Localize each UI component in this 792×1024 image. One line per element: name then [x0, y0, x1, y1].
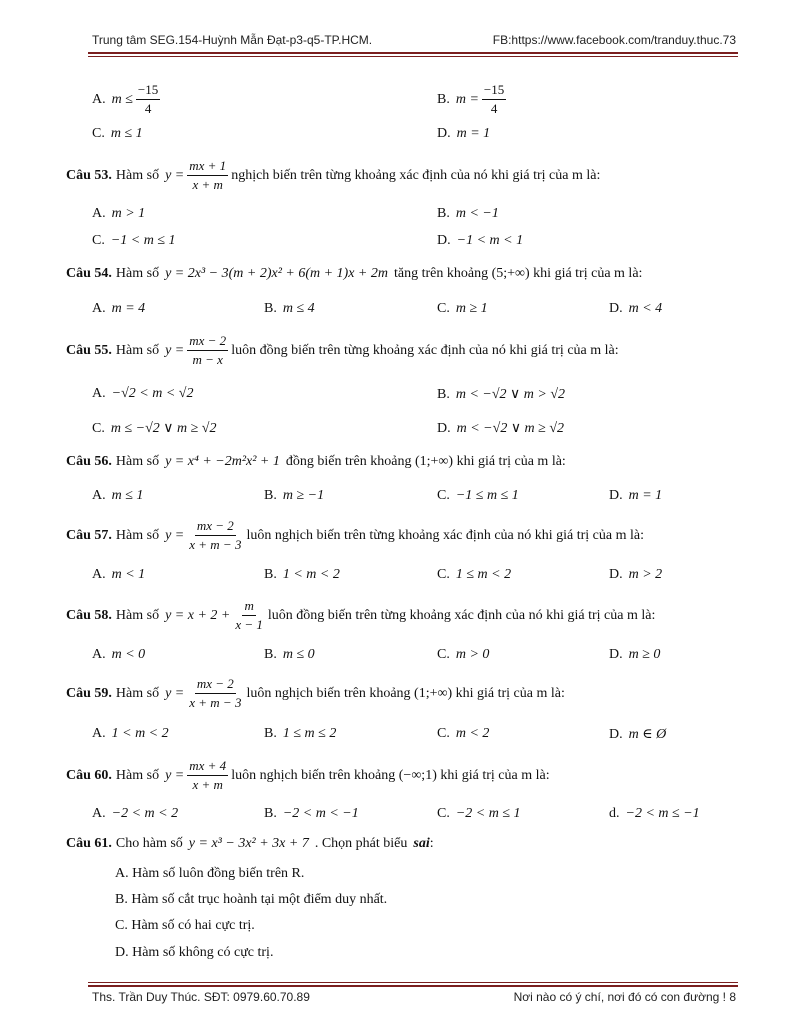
- header-rule-thin: [88, 56, 738, 57]
- q61-statement-b: B. Hàm số cắt trục hoành tại một điểm duy nhất.: [115, 892, 388, 907]
- question-58: Câu 58. Hàm số y = x + 2 + $\frac{m}{x - 1}$ luôn đồng biến trên từng khoảng xác định của nó khi giá trị của m là:: [66, 598, 656, 633]
- q59-option-c: C. m < 2: [437, 726, 490, 741]
- q55-option-a: A. −√2 < m < √2: [92, 386, 194, 401]
- q60-option-d: d. −2 < m ≤ −1: [609, 806, 700, 821]
- q59-option-d: D. m ∈ Ø: [609, 727, 667, 742]
- q61-statement-c: C. Hàm số có hai cực trị.: [115, 918, 255, 933]
- q57-option-b: B. 1 < m < 2: [264, 567, 340, 582]
- q60-option-b: B. −2 < m < −1: [264, 806, 359, 821]
- q58-option-d: D. m ≥ 0: [609, 647, 661, 662]
- q52-option-c: C. m ≤ 1: [92, 126, 143, 141]
- q52-option-b: B. m = $\frac{-15}{4}$: [437, 82, 505, 117]
- q56-option-c: C. −1 ≤ m ≤ 1: [437, 488, 519, 503]
- question-56: Câu 56. Hàm số y = x⁴ + −2m²x² + 1 đồng biến trên khoảng (1;+∞) khi giá trị của m là:: [66, 454, 566, 469]
- page-footer: [92, 990, 736, 1008]
- question-55: Câu 55. Hàm số y = $\frac{mx - 2}{m - x}$ luôn đồng biến trên từng khoảng xác định của nó khi giá trị của m là:: [66, 333, 619, 368]
- q58-option-a: A. m < 0: [92, 647, 146, 662]
- q60-option-c: C. −2 < m ≤ 1: [437, 806, 521, 821]
- footer-rule-thin: [88, 982, 738, 983]
- q54-option-c: C. m ≥ 1: [437, 301, 488, 316]
- q61-statement-d: D. Hàm số không có cực trị.: [115, 945, 274, 960]
- footer-rule: [88, 985, 738, 987]
- q53-option-d: D. −1 < m < 1: [437, 233, 524, 248]
- emphasis-word: sai: [413, 836, 430, 851]
- q56-option-d: D. m = 1: [609, 488, 663, 503]
- q52-option-a: A. m ≤ $\frac{-15}{4}$: [92, 82, 159, 117]
- question-57: Câu 57. Hàm số y = $\frac{mx - 2}{x + m - 3}$ luôn nghịch biến trên từng khoảng xác định của nó khi giá trị của m là:: [66, 518, 644, 553]
- q55-option-b: B. m < −√2 ∨ m > √2: [437, 387, 566, 402]
- question-59: Câu 59. Hàm số y = $\frac{mx - 2}{x + m - 3}$ luôn nghịch biến trên khoảng (1;+∞) khi giá trị của m là:: [66, 676, 565, 711]
- question-53: Câu 53. Hàm số y = $\frac{mx + 1}{x + m}$ nghịch biến trên từng khoảng xác định của nó khi giá trị của m là:: [66, 158, 601, 193]
- q53-option-c: C. −1 < m ≤ 1: [92, 233, 176, 248]
- q54-option-d: D. m < 4: [609, 301, 663, 316]
- header-rule: [88, 52, 738, 54]
- question-61: Câu 61. Cho hàm số y = x³ − 3x² + 3x + 7 . Chọn phát biểu sai :: [66, 836, 434, 851]
- q57-option-c: C. 1 ≤ m < 2: [437, 567, 512, 582]
- q57-option-d: D. m > 2: [609, 567, 663, 582]
- q54-option-b: B. m ≤ 4: [264, 301, 315, 316]
- question-54: Câu 54. Hàm số y = 2x³ − 3(m + 2)x² + 6(m + 1)x + 2m tăng trên khoảng (5;+∞) khi giá trị của m là:: [66, 266, 643, 281]
- q56-option-b: B. m ≥ −1: [264, 488, 325, 503]
- q61-statement-a: A. Hàm số luôn đồng biến trên R.: [115, 866, 305, 881]
- q56-option-a: A. m ≤ 1: [92, 488, 144, 503]
- q52-option-d: D. m = 1: [437, 126, 491, 141]
- q60-option-a: A. −2 < m < 2: [92, 806, 179, 821]
- question-60: Câu 60. Hàm số y = $\frac{mx + 4}{x + m}$ luôn nghịch biến trên khoảng (−∞;1) khi giá trị của m là:: [66, 758, 550, 793]
- q55-option-d: D. m < −√2 ∨ m ≥ √2: [437, 421, 565, 436]
- q53-option-b: B. m < −1: [437, 206, 499, 221]
- q59-option-a: A. 1 < m < 2: [92, 726, 169, 741]
- footer-right: Nơi nào có ý chí, nơi đó có con đường ! 8: [513, 990, 736, 1004]
- q58-option-b: B. m ≤ 0: [264, 647, 315, 662]
- footer-left: Ths. Trần Duy Thúc. SĐT: 0979.60.70.89: [92, 990, 310, 1004]
- q57-option-a: A. m < 1: [92, 567, 146, 582]
- header-right: FB:https://www.facebook.com/tranduy.thuc.73: [492, 33, 736, 47]
- q54-option-a: A. m = 4: [92, 301, 146, 316]
- q58-option-c: C. m > 0: [437, 647, 490, 662]
- page-header: [92, 33, 736, 51]
- q59-option-b: B. 1 ≤ m ≤ 2: [264, 726, 337, 741]
- q55-option-c: C. m ≤ −√2 ∨ m ≥ √2: [92, 421, 217, 436]
- header-left: Trung tâm SEG.154-Huỳnh Mẫn Đạt-p3-q5-TP.HCM.: [92, 33, 373, 47]
- q53-option-a: A. m > 1: [92, 206, 146, 221]
